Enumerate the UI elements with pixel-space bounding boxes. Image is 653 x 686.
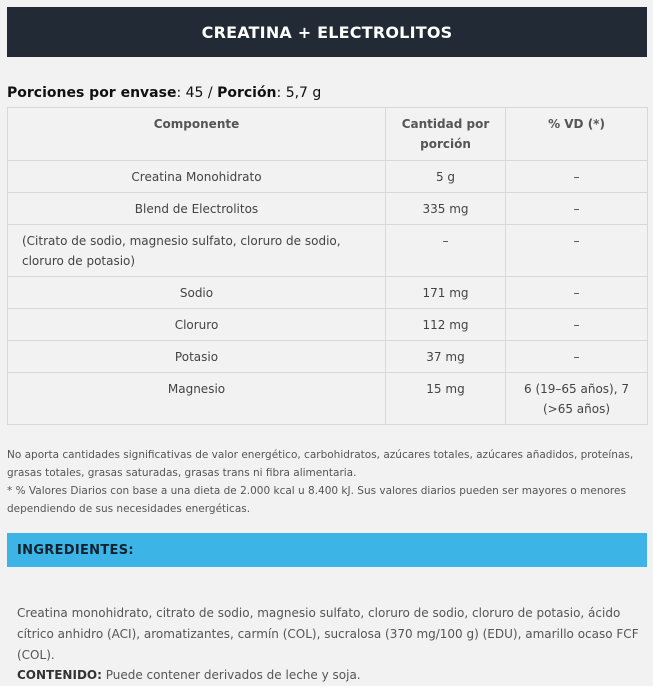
- table-row: [8, 277, 648, 309]
- contenido-info: [17, 665, 642, 685]
- ingredients-text: Creatina monohidrato, citrato de sodio, magnesio sulfato, cloruro de sodio, cloruro de potasio, ácido cítrico anhidro (ACI), aromatizantes, carmín (COL), sucralosa (370 mg/100 g) (EDU), amarillo ocaso FCF (COL).: [17, 606, 639, 662]
- cell-component: Cloruro: [8, 309, 386, 341]
- portions-info: [7, 85, 647, 101]
- cell-vd: –: [506, 161, 648, 193]
- portions-label: Porciones por envase: [7, 85, 177, 101]
- cell-amount: 5 g: [386, 161, 506, 193]
- cell-component: (Citrato de sodio, magnesio sulfato, cloruro de sodio, cloruro de potasio): [8, 225, 386, 277]
- table-row: [8, 161, 648, 193]
- table-row: [8, 373, 648, 425]
- nutrition-table: [7, 107, 648, 425]
- table-row: [8, 225, 648, 277]
- portions-value: : 45 /: [176, 85, 218, 101]
- cell-vd: –: [506, 225, 648, 277]
- cell-component: Blend de Electrolitos: [8, 193, 386, 225]
- product-title-bar: [7, 7, 647, 57]
- table-row: [8, 193, 648, 225]
- cell-amount: 171 mg: [386, 277, 506, 309]
- cell-amount: 335 mg: [386, 193, 506, 225]
- cell-vd: –: [506, 193, 648, 225]
- cell-amount: –: [386, 225, 506, 277]
- cell-vd: –: [506, 341, 648, 373]
- portion-label: Porción: [217, 85, 277, 101]
- cell-amount: 15 mg: [386, 373, 506, 425]
- cell-vd: 6 (19–65 años), 7 (>65 años): [506, 373, 648, 425]
- table-header-row: [8, 108, 648, 161]
- header-amount: Cantidad por porción: [386, 108, 506, 161]
- cell-component: Creatina Monohidrato: [8, 161, 386, 193]
- cell-amount: 112 mg: [386, 309, 506, 341]
- ingredients-header-bar: [7, 533, 647, 567]
- contenido-label: CONTENIDO:: [17, 668, 102, 682]
- header-component: Componente: [8, 108, 386, 161]
- cell-amount: 37 mg: [386, 341, 506, 373]
- cell-vd: –: [506, 309, 648, 341]
- portion-value: : 5,7 g: [276, 85, 322, 101]
- header-vd: % VD (*): [506, 108, 648, 161]
- contenido-text: Puede contener derivados de leche y soja.: [101, 668, 361, 682]
- table-row: [8, 309, 648, 341]
- cell-vd: –: [506, 277, 648, 309]
- product-title: CREATINA + ELECTROLITOS: [201, 22, 453, 42]
- ingredients-title: INGREDIENTES:: [17, 542, 134, 558]
- cell-component: Potasio: [8, 341, 386, 373]
- nutrition-note-1: No aporta cantidades significativas de valor energético, carbohidratos, azúcares totales, azúcares añadidos, proteínas, grasas totales, grasas saturadas, grasas trans ni fibra alimentaria.: [7, 449, 634, 479]
- table-row: [8, 341, 648, 373]
- nutrition-note-2: * % Valores Diarios con base a una dieta de 2.000 kcal u 8.400 kJ. Sus valores diarios pueden ser mayores o menores dependiendo de sus necesidades energéticas.: [7, 485, 626, 515]
- cell-component: Sodio: [8, 277, 386, 309]
- cell-component: Magnesio: [8, 373, 386, 425]
- nutrition-notes: [7, 446, 647, 518]
